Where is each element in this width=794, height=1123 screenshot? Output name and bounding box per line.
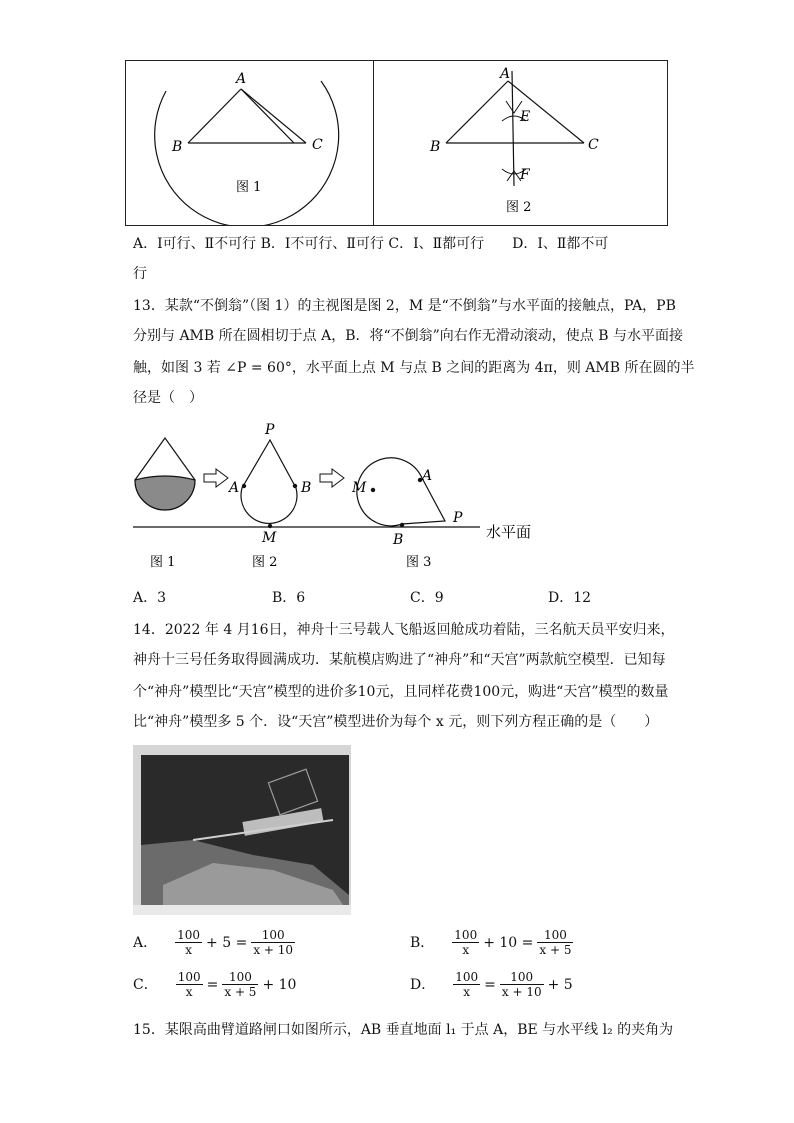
space-station-photo — [133, 745, 351, 915]
fig13-2-label-M: M — [262, 530, 277, 546]
fig1-label-C: C — [312, 137, 323, 153]
fig13-3-label-B: B — [393, 532, 404, 548]
fig2-label-E: E — [520, 109, 531, 125]
fig1-label-A: A — [236, 71, 247, 87]
space-station-image — [133, 745, 351, 915]
q14-option-d[interactable] — [410, 970, 573, 999]
fig13-3-label-M: M — [352, 480, 367, 496]
q12-figure-1 — [126, 61, 373, 225]
fig1-label-B: B — [172, 139, 183, 155]
q12-figure-2 — [374, 61, 668, 225]
q13-figure — [130, 420, 550, 570]
q14-d-fraction-1: $\frac{100}{x}$ — [455, 970, 479, 999]
fig13-3-label-A: A — [422, 468, 433, 484]
q14-b-fraction-2: $\frac{100}{x + 5}$ — [539, 928, 572, 957]
q14-option-c[interactable] — [133, 970, 296, 999]
q14-line-4: 比“神舟”模型多 5 个．设“天宫”模型进价为每个 x 元，则下列方程正确的是（ ） — [133, 714, 659, 730]
q14-option-c-label: C． — [133, 976, 158, 993]
q12-options-line-2: 行 — [133, 266, 147, 282]
fig13-2-label-B: B — [301, 480, 312, 496]
q14-c-tail: + 10 — [262, 976, 297, 993]
fig13-caption-2: 图 2 — [252, 555, 278, 570]
q14-a-operator: + 5 = — [206, 934, 248, 951]
fig13-2-label-P: P — [265, 422, 275, 438]
fig2-caption: 图 2 — [506, 200, 532, 215]
q14-c-fraction-1: $\frac{100}{x}$ — [177, 970, 201, 999]
q14-option-b[interactable] — [410, 928, 573, 957]
fig2-label-B: B — [430, 139, 441, 155]
q14-d-operator: = — [484, 976, 496, 993]
q13-option-c[interactable]: C．9 — [410, 590, 444, 606]
q14-b-fraction-1: $\frac{100}{x}$ — [454, 928, 478, 957]
ground-label: 水平面 — [486, 523, 532, 541]
fig1-caption: 图 1 — [236, 180, 262, 195]
fig13-2-label-A: A — [229, 480, 240, 496]
fig13-caption-3: 图 3 — [406, 555, 432, 570]
q14-d-fraction-2: $\frac{100}{x + 10}$ — [501, 970, 542, 999]
q14-d-tail: + 5 — [547, 976, 573, 993]
q14-line-3: 个“神舟”模型比“天宫”模型的进价多10元，且同样花费100元，购进“天宫”模型的数量 — [133, 684, 669, 700]
q14-a-fraction-2: $\frac{100}{x + 10}$ — [253, 928, 294, 957]
q14-option-b-label: B． — [410, 934, 435, 951]
fig13-3-label-P: P — [453, 510, 463, 526]
fig2-label-A: A — [500, 66, 511, 82]
q12-figure-table — [125, 60, 668, 226]
q14-a-fraction-1: $\frac{100}{x}$ — [177, 928, 201, 957]
q14-option-a[interactable] — [133, 928, 295, 957]
fig2-label-C: C — [588, 137, 599, 153]
q13-line-1: 13．某款“不倒翁”（图 1）的主视图是图 2，M 是“不倒翁”与水平面的接触点，PA，PB — [133, 298, 676, 314]
q12-options-line-1: A．Ⅰ可行、Ⅱ不可行 B．Ⅰ不可行、Ⅱ可行 C．Ⅰ、Ⅱ都可行 D．Ⅰ、Ⅱ都不可 — [133, 236, 609, 252]
q14-option-a-label: A． — [133, 934, 158, 951]
q14-line-2: 神舟十三号任务取得圆满成功．某航模店购进了“神舟”和“天宫”两款航空模型．已知每 — [133, 652, 666, 668]
q14-c-operator: = — [206, 976, 219, 993]
q13-line-2: 分别与 AMB 所在圆相切于点 A，B．将“不倒翁”向右作无滑动滚动，使点 B 与水平面接 — [133, 328, 683, 344]
q13-option-b[interactable]: B．6 — [272, 590, 306, 606]
q13-option-d[interactable]: D．12 — [548, 590, 592, 606]
q14-b-operator: + 10 = — [483, 934, 534, 951]
fig2-label-F: F — [520, 167, 530, 183]
q15-line-1: 15．某限高曲臂道路闸口如图所示，AB 垂直地面 l₁ 于点 A，BE 与水平线 l₂ 的夹角为 — [133, 1022, 674, 1038]
q14-option-d-label: D． — [410, 976, 436, 993]
q13-option-a[interactable]: A．3 — [133, 590, 167, 606]
fig13-caption-1: 图 1 — [150, 555, 176, 570]
q13-line-3: 触，如图 3 若 ∠P = 60°，水平面上点 M 与点 B 之间的距离为 4π，则 AMB 所在圆的半 — [133, 360, 695, 376]
q13-line-4: 径是（ ） — [133, 390, 203, 406]
q14-line-1: 14．2022 年 4 月16日，神舟十三号载人飞船返回舱成功着陆，三名航天员平安归来， — [133, 622, 675, 638]
q14-c-fraction-2: $\frac{100}{x + 5}$ — [224, 970, 257, 999]
